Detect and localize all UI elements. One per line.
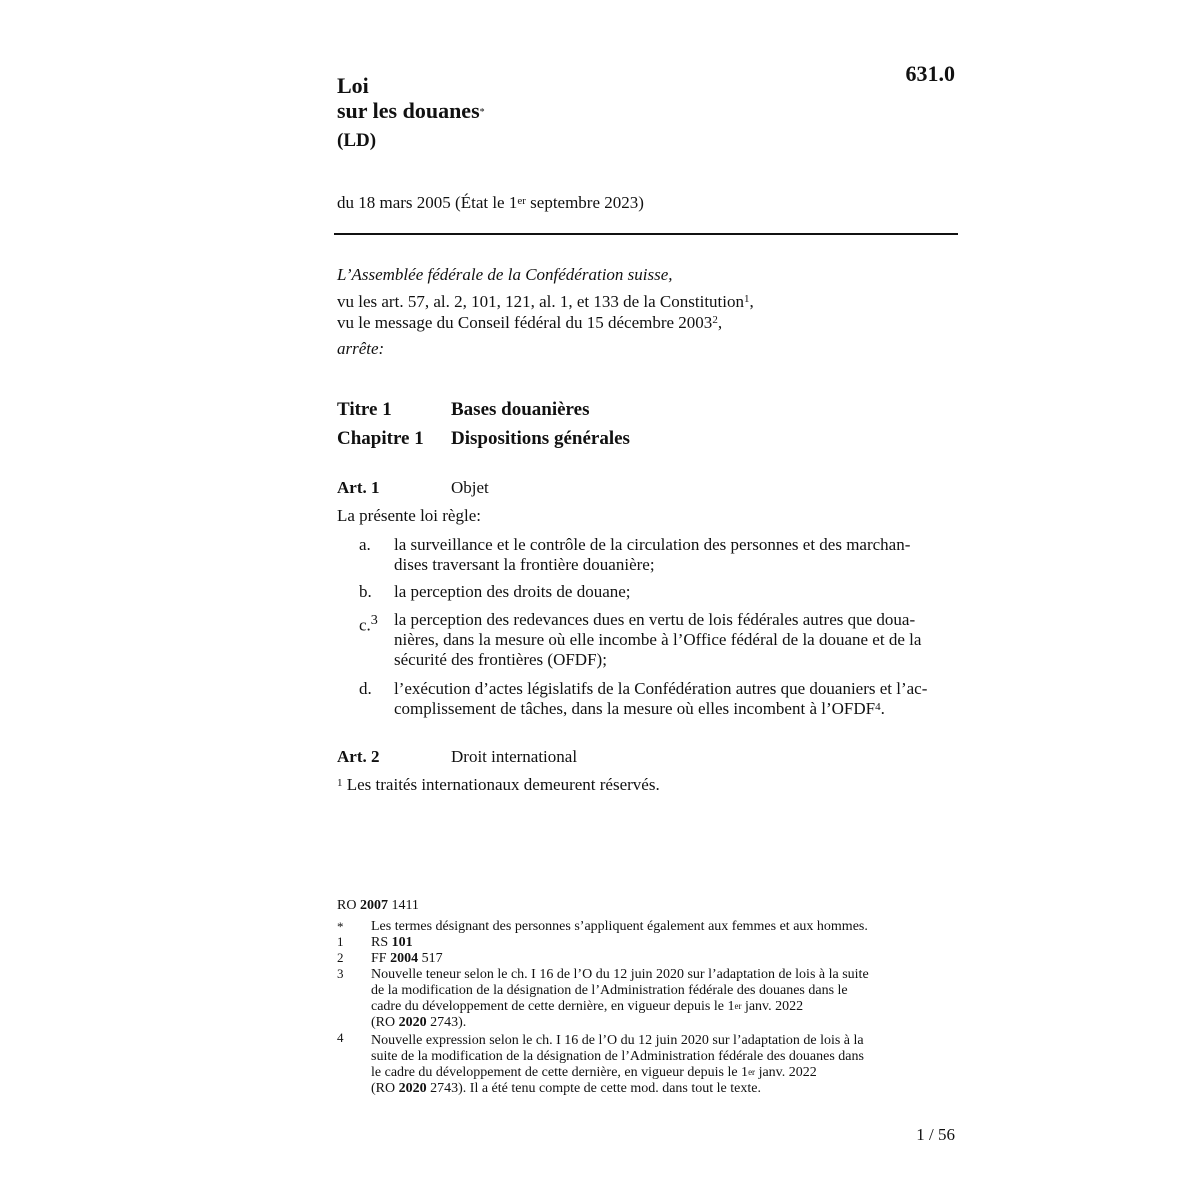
- footnote-4-line3-a: le cadre du développement de cette dernière, en vigueur depuis le 1: [371, 1065, 749, 1080]
- preamble-constitution-text: vu les art. 57, al. 2, 101, 121, al. 1, et 133 de la Constitution: [337, 292, 745, 311]
- preamble-message-end: ,: [717, 313, 723, 332]
- law-title-text: sur les douanes: [337, 98, 480, 123]
- date-suffix: septembre 2023): [525, 193, 644, 212]
- header-divider: [334, 233, 958, 235]
- art1-intro: La présente loi règle:: [337, 506, 481, 525]
- footnote-3-line3-sup: er: [734, 1001, 742, 1011]
- footnote-1: [371, 935, 961, 951]
- footnote-3-line3-a: cadre du développement de cette dernière, en vigueur depuis le 1: [371, 999, 735, 1014]
- art1-item-c: [394, 610, 958, 670]
- footnote-4-line4: [371, 1081, 961, 1097]
- footnote-ref-3[interactable]: 3: [370, 612, 378, 628]
- footnote-2-prefix: FF: [371, 951, 391, 966]
- art2-paragraph-1: [337, 774, 660, 796]
- footnote-4-mark: 4: [337, 1030, 344, 1045]
- art1-item-c-line1: la perception des redevances dues en vertu de lois fédérales autres que doua-: [394, 610, 916, 629]
- footnote-4-line1: Nouvelle expression selon le ch. I 16 de l’O du 12 juin 2020 sur l’adaptation de lois à la: [371, 1033, 864, 1048]
- footnote-4-line3-sup: er: [748, 1067, 756, 1077]
- preamble-constitution: [337, 291, 754, 312]
- footnote-ref-4[interactable]: 4: [875, 701, 881, 713]
- art1-item-a: [394, 535, 958, 575]
- art1-item-a-mark: a.: [359, 535, 371, 554]
- footnote-star: Les termes désignant des personnes s’appliquent également aux femmes et aux hommes.: [371, 919, 868, 934]
- law-title-line1: Loi: [337, 73, 369, 98]
- art1-item-b-mark: b.: [359, 582, 372, 601]
- footnote-3-line3: [371, 999, 961, 1015]
- art2-number: Art. 2: [337, 747, 380, 766]
- art2-title: Droit international: [451, 747, 578, 766]
- art2-para-text: Les traités internationaux demeurent réservés.: [342, 775, 660, 794]
- art1-item-d-line2-end: .: [880, 699, 885, 718]
- ro-reference: [337, 897, 419, 915]
- footnote-4-line4-a: (RO: [371, 1081, 399, 1096]
- footnote-2-mark: 2: [337, 950, 344, 965]
- footnote-4-line2: suite de la modification de la désignation de l’Administration fédérale des douanes dans: [371, 1049, 864, 1064]
- footnote-4: [371, 1033, 961, 1097]
- footnote-3-line2: de la modification de la désignation de l’Administration fédérale des douanes dans le: [371, 983, 848, 998]
- titre-label: Titre 1: [337, 399, 392, 420]
- art1-item-d: [394, 679, 958, 719]
- date-sup: er: [517, 195, 526, 207]
- art1-item-d-line2: [394, 699, 958, 719]
- ro-page: 1411: [387, 898, 419, 913]
- footnote-3-line3-b: janv. 2022: [741, 999, 804, 1014]
- title-footnote-marker[interactable]: *: [479, 107, 485, 118]
- art2-para-number: 1: [337, 777, 343, 789]
- footnote-3-line4-a: (RO: [371, 1015, 399, 1030]
- page-number: 1 / 56: [916, 1125, 955, 1144]
- chapitre-label: Chapitre 1: [337, 428, 424, 449]
- ro-year: 2007: [359, 898, 388, 913]
- footnote-3-line4: [371, 1015, 961, 1031]
- art1-item-a-line1: la surveillance et le contrôle de la circulation des personnes et des marchan-: [394, 535, 911, 554]
- footnote-ref-2[interactable]: 2: [712, 314, 718, 326]
- footnote-3-line4-b: 2743).: [426, 1015, 467, 1030]
- preamble-message: [337, 312, 722, 333]
- footnote-4-line3: [371, 1065, 961, 1081]
- footnote-3-mark: 3: [337, 966, 344, 981]
- art1-item-a-line2: dises traversant la frontière douanière;: [394, 555, 655, 574]
- preamble-decrees: arrête:: [337, 339, 385, 358]
- art1-item-b-line1: la perception des droits de douane;: [394, 582, 631, 601]
- footnote-3-line4-year: 2020: [398, 1015, 427, 1030]
- art1-number: Art. 1: [337, 478, 380, 497]
- footnote-star-mark: *: [337, 919, 344, 934]
- preamble-message-text: vu le message du Conseil fédéral du 15 décembre 2003: [337, 313, 713, 332]
- footnote-3: [371, 967, 961, 1031]
- preamble-authority: L’Assemblée fédérale de la Confédération suisse,: [337, 265, 673, 284]
- art1-item-c-mark: [359, 610, 378, 636]
- art1-item-d-line2-text: complissement de tâches, dans la mesure où elles incombent à l’OFDF: [394, 699, 876, 718]
- footnote-2-year: 2004: [390, 951, 419, 966]
- law-date: [337, 192, 644, 214]
- art1-item-b: [394, 582, 958, 602]
- footnote-1-prefix: RS: [371, 935, 392, 950]
- art1-item-d-line1: l’exécution d’actes législatifs de la Confédération autres que douaniers et l’ac-: [394, 679, 928, 698]
- ro-prefix: RO: [337, 898, 360, 913]
- footnote-2-page: 517: [418, 951, 443, 966]
- art1-item-c-line3: sécurité des frontières (OFDF);: [394, 650, 607, 669]
- footnote-1-mark: 1: [337, 934, 344, 949]
- footnote-3-line1: Nouvelle teneur selon le ch. I 16 de l’O du 12 juin 2020 sur l’adaptation de lois à la suite: [371, 967, 869, 982]
- chapitre-name: Dispositions générales: [451, 428, 630, 449]
- art1-item-c-letter: c.: [359, 615, 371, 635]
- sr-number: 631.0: [905, 61, 955, 86]
- footnote-4-line4-b: 2743). Il a été tenu compte de cette mod. dans tout le texte.: [426, 1081, 761, 1096]
- date-prefix: du 18 mars 2005 (État le 1: [337, 193, 518, 212]
- footnote-2: [371, 951, 961, 967]
- preamble-constitution-end: ,: [749, 292, 754, 311]
- footnote-4-line4-year: 2020: [398, 1081, 427, 1096]
- law-abbreviation: (LD): [337, 130, 377, 151]
- footnote-4-line3-b: janv. 2022: [755, 1065, 817, 1080]
- art1-item-d-mark: d.: [359, 679, 372, 698]
- titre-name: Bases douanières: [451, 399, 590, 420]
- law-title-line2: [337, 97, 485, 125]
- art1-title: Objet: [451, 478, 489, 497]
- art1-item-c-line2: nières, dans la mesure où elle incombe à l’Office fédéral de la douane et de la: [394, 630, 922, 649]
- footnote-ref-1[interactable]: 1: [744, 293, 750, 305]
- footnote-1-number: 101: [391, 935, 413, 950]
